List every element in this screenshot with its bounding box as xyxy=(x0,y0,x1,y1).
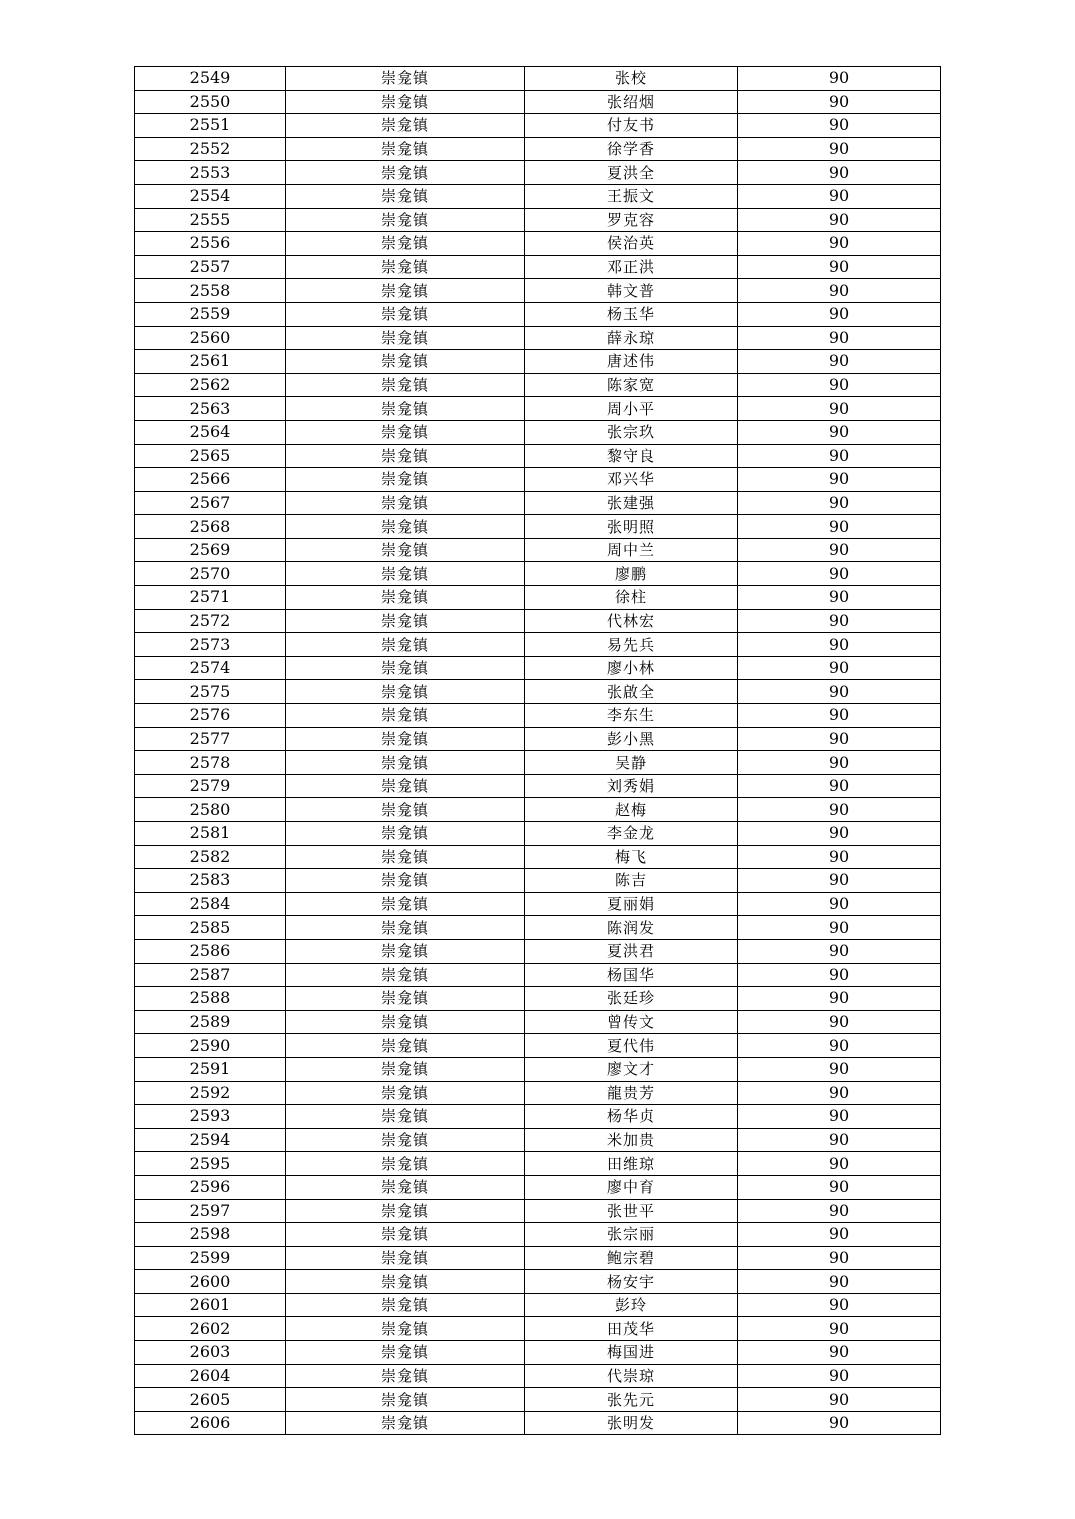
person-name-cell: 张明发 xyxy=(525,1411,738,1435)
town-cell: 崇龛镇 xyxy=(286,420,525,444)
score-cell: 90 xyxy=(738,1341,941,1365)
table-row xyxy=(135,161,941,185)
table-row xyxy=(135,798,941,822)
table-row xyxy=(135,656,941,680)
town-cell: 崇龛镇 xyxy=(286,1199,525,1223)
row-number-cell: 2601 xyxy=(135,1293,286,1317)
town-cell: 崇龛镇 xyxy=(286,822,525,846)
row-number-cell: 2574 xyxy=(135,656,286,680)
person-name-cell: 米加贵 xyxy=(525,1128,738,1152)
score-cell: 90 xyxy=(738,491,941,515)
town-cell: 崇龛镇 xyxy=(286,538,525,562)
row-number-cell: 2557 xyxy=(135,255,286,279)
row-number-cell: 2565 xyxy=(135,444,286,468)
row-number-cell: 2558 xyxy=(135,279,286,303)
row-number-cell: 2579 xyxy=(135,774,286,798)
table-row xyxy=(135,727,941,751)
person-name-cell: 王振文 xyxy=(525,184,738,208)
person-name-cell: 龍贵芳 xyxy=(525,1081,738,1105)
person-name-cell: 张明照 xyxy=(525,515,738,539)
person-name-cell: 张宗丽 xyxy=(525,1223,738,1247)
row-number-cell: 2555 xyxy=(135,208,286,232)
row-number-cell: 2556 xyxy=(135,232,286,256)
row-number-cell: 2599 xyxy=(135,1246,286,1270)
row-number-cell: 2573 xyxy=(135,633,286,657)
score-cell: 90 xyxy=(738,1175,941,1199)
table-row xyxy=(135,255,941,279)
row-number-cell: 2563 xyxy=(135,397,286,421)
row-number-cell: 2589 xyxy=(135,1010,286,1034)
score-cell: 90 xyxy=(738,939,941,963)
row-number-cell: 2551 xyxy=(135,114,286,138)
town-cell: 崇龛镇 xyxy=(286,1128,525,1152)
town-cell: 崇龛镇 xyxy=(286,656,525,680)
table-row xyxy=(135,1388,941,1412)
town-cell: 崇龛镇 xyxy=(286,137,525,161)
row-number-cell: 2606 xyxy=(135,1411,286,1435)
person-name-cell: 周小平 xyxy=(525,397,738,421)
score-cell: 90 xyxy=(738,822,941,846)
score-cell: 90 xyxy=(738,562,941,586)
town-cell: 崇龛镇 xyxy=(286,916,525,940)
table-row xyxy=(135,208,941,232)
score-cell: 90 xyxy=(738,515,941,539)
person-name-cell: 刘秀娟 xyxy=(525,774,738,798)
table-row xyxy=(135,1105,941,1129)
town-cell: 崇龛镇 xyxy=(286,1388,525,1412)
score-cell: 90 xyxy=(738,1199,941,1223)
town-cell: 崇龛镇 xyxy=(286,1223,525,1247)
table-row xyxy=(135,1175,941,1199)
person-name-cell: 付友书 xyxy=(525,114,738,138)
table-row xyxy=(135,444,941,468)
town-cell: 崇龛镇 xyxy=(286,892,525,916)
person-name-cell: 罗克容 xyxy=(525,208,738,232)
score-cell: 90 xyxy=(738,869,941,893)
row-number-cell: 2600 xyxy=(135,1270,286,1294)
person-name-cell: 邓兴华 xyxy=(525,468,738,492)
person-name-cell: 田茂华 xyxy=(525,1317,738,1341)
row-number-cell: 2569 xyxy=(135,538,286,562)
person-name-cell: 梅国进 xyxy=(525,1341,738,1365)
person-name-cell: 鲍宗碧 xyxy=(525,1246,738,1270)
town-cell: 崇龛镇 xyxy=(286,1411,525,1435)
score-cell: 90 xyxy=(738,137,941,161)
table-row xyxy=(135,774,941,798)
score-cell: 90 xyxy=(738,1388,941,1412)
row-number-cell: 2591 xyxy=(135,1057,286,1081)
score-cell: 90 xyxy=(738,279,941,303)
person-name-cell: 杨华贞 xyxy=(525,1105,738,1129)
table-row xyxy=(135,420,941,444)
table-row xyxy=(135,1010,941,1034)
town-cell: 崇龛镇 xyxy=(286,704,525,728)
row-number-cell: 2560 xyxy=(135,326,286,350)
score-cell: 90 xyxy=(738,350,941,374)
town-cell: 崇龛镇 xyxy=(286,232,525,256)
town-cell: 崇龛镇 xyxy=(286,939,525,963)
person-name-cell: 田维琼 xyxy=(525,1152,738,1176)
table-row xyxy=(135,562,941,586)
town-cell: 崇龛镇 xyxy=(286,468,525,492)
score-cell: 90 xyxy=(738,704,941,728)
row-number-cell: 2570 xyxy=(135,562,286,586)
score-cell: 90 xyxy=(738,114,941,138)
row-number-cell: 2568 xyxy=(135,515,286,539)
score-cell: 90 xyxy=(738,916,941,940)
score-cell: 90 xyxy=(738,326,941,350)
score-cell: 90 xyxy=(738,609,941,633)
table-row xyxy=(135,633,941,657)
town-cell: 崇龛镇 xyxy=(286,491,525,515)
town-cell: 崇龛镇 xyxy=(286,279,525,303)
row-number-cell: 2597 xyxy=(135,1199,286,1223)
row-number-cell: 2598 xyxy=(135,1223,286,1247)
table-row xyxy=(135,1223,941,1247)
row-number-cell: 2550 xyxy=(135,90,286,114)
score-cell: 90 xyxy=(738,656,941,680)
town-cell: 崇龛镇 xyxy=(286,1317,525,1341)
town-cell: 崇龛镇 xyxy=(286,845,525,869)
roster-table xyxy=(134,66,941,1435)
person-name-cell: 夏丽娟 xyxy=(525,892,738,916)
person-name-cell: 夏代伟 xyxy=(525,1034,738,1058)
row-number-cell: 2587 xyxy=(135,963,286,987)
person-name-cell: 吴静 xyxy=(525,751,738,775)
row-number-cell: 2596 xyxy=(135,1175,286,1199)
row-number-cell: 2588 xyxy=(135,987,286,1011)
row-number-cell: 2575 xyxy=(135,680,286,704)
person-name-cell: 杨国华 xyxy=(525,963,738,987)
town-cell: 崇龛镇 xyxy=(286,586,525,610)
table-row xyxy=(135,1152,941,1176)
score-cell: 90 xyxy=(738,302,941,326)
town-cell: 崇龛镇 xyxy=(286,255,525,279)
score-cell: 90 xyxy=(738,1411,941,1435)
row-number-cell: 2553 xyxy=(135,161,286,185)
score-cell: 90 xyxy=(738,184,941,208)
person-name-cell: 张绍烟 xyxy=(525,90,738,114)
row-number-cell: 2561 xyxy=(135,350,286,374)
town-cell: 崇龛镇 xyxy=(286,373,525,397)
score-cell: 90 xyxy=(738,774,941,798)
person-name-cell: 廖鹏 xyxy=(525,562,738,586)
score-cell: 90 xyxy=(738,67,941,91)
town-cell: 崇龛镇 xyxy=(286,302,525,326)
person-name-cell: 陈润发 xyxy=(525,916,738,940)
person-name-cell: 韩文普 xyxy=(525,279,738,303)
table-row xyxy=(135,1199,941,1223)
town-cell: 崇龛镇 xyxy=(286,184,525,208)
person-name-cell: 侯治英 xyxy=(525,232,738,256)
person-name-cell: 徐柱 xyxy=(525,586,738,610)
table-row xyxy=(135,491,941,515)
score-cell: 90 xyxy=(738,1223,941,1247)
person-name-cell: 夏洪全 xyxy=(525,161,738,185)
table-row xyxy=(135,373,941,397)
table-row xyxy=(135,822,941,846)
town-cell: 崇龛镇 xyxy=(286,680,525,704)
town-cell: 崇龛镇 xyxy=(286,1081,525,1105)
row-number-cell: 2576 xyxy=(135,704,286,728)
person-name-cell: 代林宏 xyxy=(525,609,738,633)
town-cell: 崇龛镇 xyxy=(286,350,525,374)
score-cell: 90 xyxy=(738,727,941,751)
town-cell: 崇龛镇 xyxy=(286,633,525,657)
table-row xyxy=(135,468,941,492)
score-cell: 90 xyxy=(738,1034,941,1058)
person-name-cell: 张建强 xyxy=(525,491,738,515)
town-cell: 崇龛镇 xyxy=(286,774,525,798)
row-number-cell: 2564 xyxy=(135,420,286,444)
row-number-cell: 2586 xyxy=(135,939,286,963)
person-name-cell: 张先元 xyxy=(525,1388,738,1412)
table-row xyxy=(135,1034,941,1058)
table-row xyxy=(135,1270,941,1294)
table-row xyxy=(135,1081,941,1105)
table-row xyxy=(135,515,941,539)
table-row xyxy=(135,845,941,869)
person-name-cell: 梅飞 xyxy=(525,845,738,869)
town-cell: 崇龛镇 xyxy=(286,1105,525,1129)
row-number-cell: 2584 xyxy=(135,892,286,916)
row-number-cell: 2603 xyxy=(135,1341,286,1365)
score-cell: 90 xyxy=(738,963,941,987)
score-cell: 90 xyxy=(738,1293,941,1317)
table-row xyxy=(135,609,941,633)
score-cell: 90 xyxy=(738,444,941,468)
town-cell: 崇龛镇 xyxy=(286,1364,525,1388)
score-cell: 90 xyxy=(738,538,941,562)
town-cell: 崇龛镇 xyxy=(286,67,525,91)
table-row xyxy=(135,232,941,256)
roster-table-body xyxy=(135,67,941,1435)
town-cell: 崇龛镇 xyxy=(286,1293,525,1317)
town-cell: 崇龛镇 xyxy=(286,1246,525,1270)
table-row xyxy=(135,302,941,326)
row-number-cell: 2582 xyxy=(135,845,286,869)
score-cell: 90 xyxy=(738,892,941,916)
score-cell: 90 xyxy=(738,845,941,869)
table-row xyxy=(135,1293,941,1317)
score-cell: 90 xyxy=(738,1057,941,1081)
town-cell: 崇龛镇 xyxy=(286,397,525,421)
row-number-cell: 2592 xyxy=(135,1081,286,1105)
town-cell: 崇龛镇 xyxy=(286,1010,525,1034)
row-number-cell: 2590 xyxy=(135,1034,286,1058)
person-name-cell: 张啟全 xyxy=(525,680,738,704)
table-row xyxy=(135,751,941,775)
town-cell: 崇龛镇 xyxy=(286,1057,525,1081)
score-cell: 90 xyxy=(738,586,941,610)
row-number-cell: 2554 xyxy=(135,184,286,208)
person-name-cell: 彭玲 xyxy=(525,1293,738,1317)
table-row xyxy=(135,279,941,303)
row-number-cell: 2562 xyxy=(135,373,286,397)
score-cell: 90 xyxy=(738,1270,941,1294)
person-name-cell: 张廷珍 xyxy=(525,987,738,1011)
town-cell: 崇龛镇 xyxy=(286,869,525,893)
table-row xyxy=(135,586,941,610)
town-cell: 崇龛镇 xyxy=(286,114,525,138)
person-name-cell: 徐学香 xyxy=(525,137,738,161)
score-cell: 90 xyxy=(738,1105,941,1129)
person-name-cell: 李东生 xyxy=(525,704,738,728)
row-number-cell: 2567 xyxy=(135,491,286,515)
row-number-cell: 2580 xyxy=(135,798,286,822)
score-cell: 90 xyxy=(738,680,941,704)
table-row xyxy=(135,137,941,161)
person-name-cell: 黎守良 xyxy=(525,444,738,468)
table-row xyxy=(135,916,941,940)
row-number-cell: 2572 xyxy=(135,609,286,633)
town-cell: 崇龛镇 xyxy=(286,326,525,350)
table-row xyxy=(135,1246,941,1270)
row-number-cell: 2593 xyxy=(135,1105,286,1129)
table-row xyxy=(135,397,941,421)
person-name-cell: 邓正洪 xyxy=(525,255,738,279)
person-name-cell: 彭小黑 xyxy=(525,727,738,751)
table-row xyxy=(135,1411,941,1435)
table-row xyxy=(135,680,941,704)
town-cell: 崇龛镇 xyxy=(286,1175,525,1199)
score-cell: 90 xyxy=(738,161,941,185)
table-row xyxy=(135,1341,941,1365)
row-number-cell: 2577 xyxy=(135,727,286,751)
table-row xyxy=(135,1057,941,1081)
town-cell: 崇龛镇 xyxy=(286,161,525,185)
table-row xyxy=(135,184,941,208)
score-cell: 90 xyxy=(738,373,941,397)
town-cell: 崇龛镇 xyxy=(286,609,525,633)
table-row xyxy=(135,350,941,374)
score-cell: 90 xyxy=(738,90,941,114)
table-row xyxy=(135,114,941,138)
table-row xyxy=(135,538,941,562)
row-number-cell: 2604 xyxy=(135,1364,286,1388)
person-name-cell: 廖小林 xyxy=(525,656,738,680)
row-number-cell: 2566 xyxy=(135,468,286,492)
score-cell: 90 xyxy=(738,468,941,492)
table-row xyxy=(135,1317,941,1341)
row-number-cell: 2581 xyxy=(135,822,286,846)
town-cell: 崇龛镇 xyxy=(286,987,525,1011)
table-row xyxy=(135,67,941,91)
person-name-cell: 赵梅 xyxy=(525,798,738,822)
score-cell: 90 xyxy=(738,1317,941,1341)
table-row xyxy=(135,1128,941,1152)
person-name-cell: 张宗玖 xyxy=(525,420,738,444)
table-row xyxy=(135,704,941,728)
person-name-cell: 易先兵 xyxy=(525,633,738,657)
person-name-cell: 李金龙 xyxy=(525,822,738,846)
row-number-cell: 2552 xyxy=(135,137,286,161)
row-number-cell: 2583 xyxy=(135,869,286,893)
town-cell: 崇龛镇 xyxy=(286,1270,525,1294)
person-name-cell: 代崇琼 xyxy=(525,1364,738,1388)
row-number-cell: 2602 xyxy=(135,1317,286,1341)
score-cell: 90 xyxy=(738,987,941,1011)
score-cell: 90 xyxy=(738,1081,941,1105)
table-row xyxy=(135,326,941,350)
table-row xyxy=(135,892,941,916)
person-name-cell: 曾传文 xyxy=(525,1010,738,1034)
town-cell: 崇龛镇 xyxy=(286,90,525,114)
row-number-cell: 2605 xyxy=(135,1388,286,1412)
score-cell: 90 xyxy=(738,751,941,775)
score-cell: 90 xyxy=(738,420,941,444)
table-row xyxy=(135,963,941,987)
score-cell: 90 xyxy=(738,1010,941,1034)
score-cell: 90 xyxy=(738,397,941,421)
score-cell: 90 xyxy=(738,633,941,657)
person-name-cell: 陈家宽 xyxy=(525,373,738,397)
person-name-cell: 薛永琼 xyxy=(525,326,738,350)
row-number-cell: 2571 xyxy=(135,586,286,610)
row-number-cell: 2559 xyxy=(135,302,286,326)
person-name-cell: 陈吉 xyxy=(525,869,738,893)
score-cell: 90 xyxy=(738,208,941,232)
town-cell: 崇龛镇 xyxy=(286,1152,525,1176)
person-name-cell: 周中兰 xyxy=(525,538,738,562)
table-row xyxy=(135,1364,941,1388)
table-row xyxy=(135,939,941,963)
row-number-cell: 2578 xyxy=(135,751,286,775)
row-number-cell: 2549 xyxy=(135,67,286,91)
town-cell: 崇龛镇 xyxy=(286,1341,525,1365)
score-cell: 90 xyxy=(738,798,941,822)
score-cell: 90 xyxy=(738,232,941,256)
row-number-cell: 2595 xyxy=(135,1152,286,1176)
person-name-cell: 张校 xyxy=(525,67,738,91)
score-cell: 90 xyxy=(738,1246,941,1270)
town-cell: 崇龛镇 xyxy=(286,963,525,987)
person-name-cell: 张世平 xyxy=(525,1199,738,1223)
row-number-cell: 2594 xyxy=(135,1128,286,1152)
town-cell: 崇龛镇 xyxy=(286,562,525,586)
table-row xyxy=(135,869,941,893)
town-cell: 崇龛镇 xyxy=(286,727,525,751)
person-name-cell: 夏洪君 xyxy=(525,939,738,963)
score-cell: 90 xyxy=(738,1128,941,1152)
town-cell: 崇龛镇 xyxy=(286,444,525,468)
person-name-cell: 廖文才 xyxy=(525,1057,738,1081)
person-name-cell: 唐述伟 xyxy=(525,350,738,374)
town-cell: 崇龛镇 xyxy=(286,751,525,775)
score-cell: 90 xyxy=(738,255,941,279)
table-row xyxy=(135,90,941,114)
town-cell: 崇龛镇 xyxy=(286,1034,525,1058)
person-name-cell: 廖中育 xyxy=(525,1175,738,1199)
table-row xyxy=(135,987,941,1011)
score-cell: 90 xyxy=(738,1152,941,1176)
person-name-cell: 杨安宇 xyxy=(525,1270,738,1294)
score-cell: 90 xyxy=(738,1364,941,1388)
person-name-cell: 杨玉华 xyxy=(525,302,738,326)
town-cell: 崇龛镇 xyxy=(286,798,525,822)
town-cell: 崇龛镇 xyxy=(286,515,525,539)
row-number-cell: 2585 xyxy=(135,916,286,940)
town-cell: 崇龛镇 xyxy=(286,208,525,232)
